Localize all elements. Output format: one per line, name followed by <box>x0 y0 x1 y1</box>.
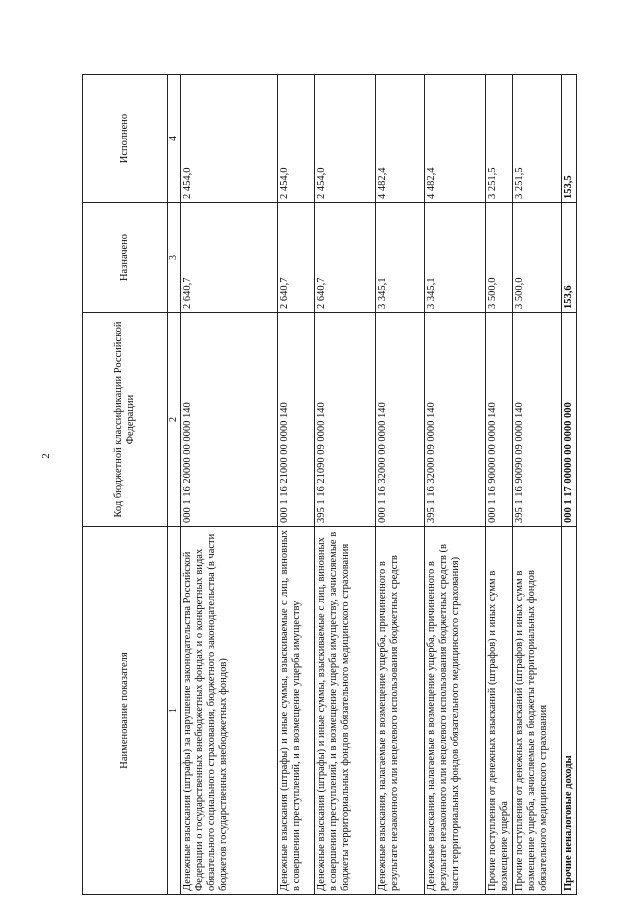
row-assigned: 2 640,7 <box>181 203 278 313</box>
row-assigned: 2 640,7 <box>278 203 315 313</box>
row-executed: 2 454,0 <box>315 75 376 203</box>
header-code: Код бюджетной классификации Российской Федерации <box>83 313 168 527</box>
table-row <box>278 75 315 895</box>
table-row <box>376 75 425 895</box>
column-number: 1 <box>168 527 181 895</box>
column-number: 4 <box>168 75 181 203</box>
row-code: 000 1 16 32000 00 0000 140 <box>376 313 425 527</box>
row-assigned: 3 500,0 <box>513 203 562 313</box>
column-number-row <box>168 75 181 895</box>
row-name: Денежные взыскания, налагаемые в возмещение ущерба, причиненного в результате незаконного или нецелевого использования бюджетных средств (в части территориальных фондов обязательного медицинского страхования) <box>425 527 486 895</box>
row-executed: 3 251,5 <box>486 75 513 203</box>
row-name: Прочие поступления от денежных взысканий (штрафов) и иных сумм в возмещение ущерба, зачисляемые в бюджеты территориальных фондов обязательного медицинского страхования <box>513 527 562 895</box>
row-name: Прочие неналоговые доходы <box>562 527 577 895</box>
row-assigned: 3 345,1 <box>425 203 486 313</box>
row-assigned: 3 345,1 <box>376 203 425 313</box>
column-number: 2 <box>168 313 181 527</box>
row-name: Денежные взыскания, налагаемые в возмещение ущерба, причиненного в результате незаконного или нецелевого использования бюджетных средств <box>376 527 425 895</box>
table-row-total <box>562 75 577 895</box>
row-code: 000 1 17 00000 00 0000 000 <box>562 313 577 527</box>
page-number: 2 <box>40 453 52 459</box>
row-executed: 4 482,4 <box>425 75 486 203</box>
header-assigned: Назначено <box>83 203 168 313</box>
table-row <box>513 75 562 895</box>
row-assigned: 153,6 <box>562 203 577 313</box>
table-row <box>486 75 513 895</box>
row-code: 395 1 16 90090 09 0000 140 <box>513 313 562 527</box>
table-header-row <box>83 75 168 895</box>
row-name: Денежные взыскания (штрафы) и иные суммы, взыскиваемые с лиц, виновных в совершении преступлений, и в возмещение ущерба имуществу <box>278 527 315 895</box>
row-executed: 2 454,0 <box>278 75 315 203</box>
table-row <box>425 75 486 895</box>
row-assigned: 3 500,0 <box>486 203 513 313</box>
table-row <box>181 75 278 895</box>
row-executed: 2 454,0 <box>181 75 278 203</box>
row-code: 000 1 16 20000 00 0000 140 <box>181 313 278 527</box>
rotated-table-container <box>82 75 574 895</box>
report-table <box>82 74 577 895</box>
header-executed: Исполнено <box>83 75 168 203</box>
row-assigned: 2 640,7 <box>315 203 376 313</box>
table-row <box>315 75 376 895</box>
row-code: 395 1 16 32000 09 0000 140 <box>425 313 486 527</box>
row-executed: 4 482,4 <box>376 75 425 203</box>
row-executed: 3 251,5 <box>513 75 562 203</box>
row-code: 000 1 16 90000 00 0000 140 <box>486 313 513 527</box>
column-number: 3 <box>168 203 181 313</box>
row-code: 000 1 16 21000 00 0000 140 <box>278 313 315 527</box>
header-name: Наименование показателя <box>83 527 168 895</box>
row-name: Денежные взыскания (штрафы) за нарушение законодательства Российской Федерации о государственных внебюджетных фондах и о конкретных видах обязательного социального страхования, бюджетного законодательства (в части бюджетов государственных внебюджетных фондов) <box>181 527 278 895</box>
row-name: Денежные взыскания (штрафы) и иные суммы, взыскиваемые с лиц, виновных в совершении преступлений, и в возмещение ущерба имуществу, зачисляемые в бюджеты территориальных фондов обязательного медицинского страхования <box>315 527 376 895</box>
row-executed: 153,5 <box>562 75 577 203</box>
row-code: 395 1 16 21090 09 0000 140 <box>315 313 376 527</box>
row-name: Прочие поступления от денежных взысканий (штрафов) и иных сумм в возмещение ущерба <box>486 527 513 895</box>
table-rotation-frame <box>82 75 574 895</box>
